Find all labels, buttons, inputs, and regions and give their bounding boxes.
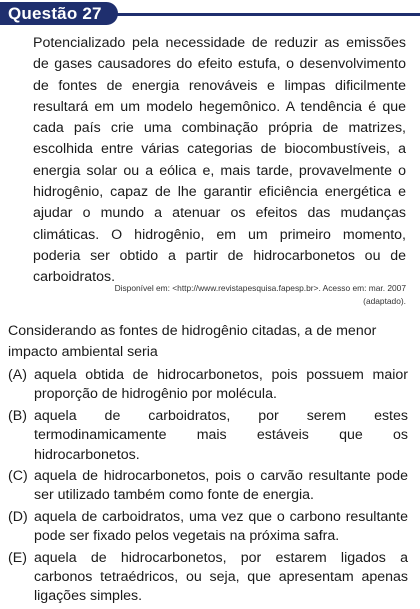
answer-options — [8, 366, 408, 609]
option-letter: (E) — [8, 549, 27, 566]
option-c[interactable] — [8, 467, 408, 506]
option-text: aquela de carboidratos, por serem estes termodinamicamente mais estáveis que os hidrocarbonetos. — [34, 407, 408, 463]
option-text: aquela de carboidratos, uma vez que o carbono resultante pode ser fixado pelos vegetais na próxima safra. — [34, 508, 408, 545]
option-text: aquela obtida de hidrocarbonetos, pois possuem maior proporção de hidrogênio por molécula. — [34, 367, 408, 403]
option-text: aquela de hidrocarbonetos, pois o carvão resultante pode ser utilizado também como fonte de energia. — [34, 468, 408, 504]
option-letter: (A) — [8, 367, 27, 383]
option-d[interactable] — [8, 508, 408, 547]
option-a[interactable] — [8, 366, 408, 405]
option-letter: (D) — [8, 508, 28, 525]
question-header — [0, 0, 420, 26]
option-e[interactable] — [8, 549, 408, 607]
option-text: aquela de hidrocarbonetos, por estarem ligados a carbonos tetraédricos, ou seja, que apresentam apenas ligações simples. — [34, 549, 408, 605]
source-line-1: Disponível em: <http://www.revistapesquisa.fapesp.br>. Acesso em: mar. 2007 — [114, 283, 406, 293]
source-citation — [33, 282, 406, 307]
question-stem: Considerando as fontes de hidrogênio citadas, a de menor impacto ambiental seria — [8, 323, 377, 360]
question-title: Questão 27 — [0, 2, 118, 25]
option-letter: (B) — [8, 407, 27, 424]
option-letter: (C) — [8, 468, 28, 485]
passage-text: Potencializado pela necessidade de reduzir as emissões de gases causadores do efeito estufa, o desenvolvimento de fontes de energia renováveis e limpas dificilmente resultará em um modelo hegemônico. A tendência é que cada país crie uma combinação própria de matrizes, escolhida entre várias categorias de biocombustíveis, a energia solar ou a eólica e, mais tarde, provavelmente o hidrogênio, capaz de lhe garantir eficiência energética e ajudar o mundo a atenuar os efeitos das mudanças climáticas. O hidrogênio, em um primeiro momento, poderia ser obtido a partir de hidrocarbonetos ou de carboidratos. — [33, 35, 406, 286]
option-b[interactable] — [8, 407, 408, 465]
source-line-2: (adaptado). — [363, 295, 406, 306]
